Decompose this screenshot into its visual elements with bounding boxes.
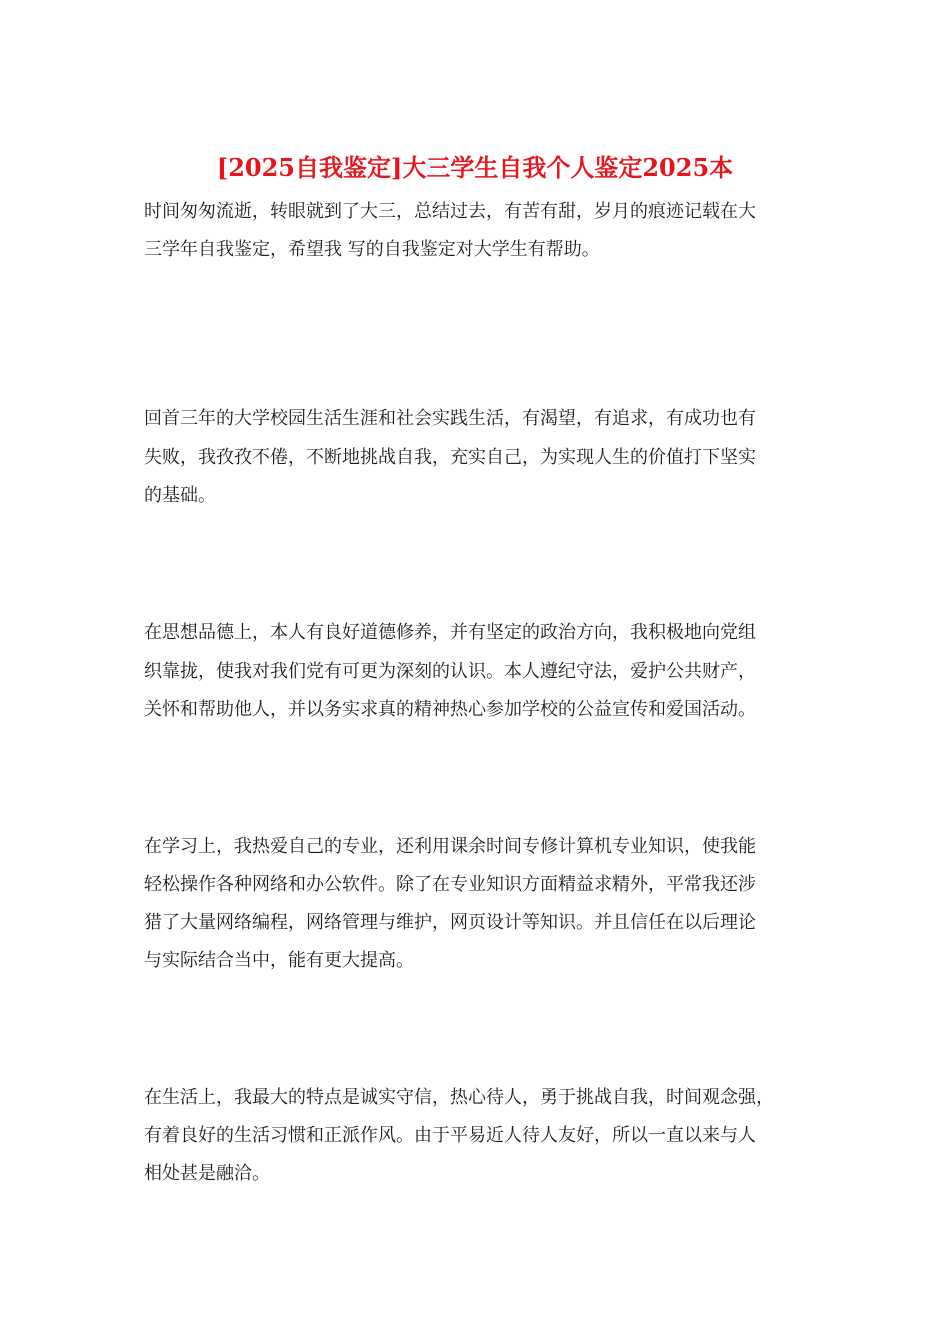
paragraph-5-line-3: 相处甚是融洽。 bbox=[144, 1163, 270, 1184]
paragraph-3-line-2: 织靠拢，使我对我们党有可更为深刻的认识。本人遵纪守法，爱护公共财产， bbox=[144, 661, 756, 682]
paragraph-4-line-4: 与实际结合当中，能有更大提高。 bbox=[144, 950, 414, 971]
paragraph-2-line-3: 的基础。 bbox=[144, 485, 216, 506]
paragraph-1-line-1: 时间匆匆流逝，转眼就到了大三，总结过去，有苦有甜，岁月的痕迹记载在大 bbox=[144, 201, 756, 222]
paragraph-3-line-3: 关怀和帮助他人，并以务实求真的精神热心参加学校的公益宣传和爱国活动。 bbox=[144, 699, 756, 720]
paragraph-2-line-1: 回首三年的大学校园生活生涯和社会实践生活，有渴望，有追求，有成功也有 bbox=[144, 408, 756, 429]
paragraph-4-line-2: 轻松操作各种网络和办公软件。除了在专业知识方面精益求精外，平常我还涉 bbox=[144, 874, 756, 895]
paragraph-3-line-1: 在思想品德上，本人有良好道德修养，并有坚定的政治方向，我积极地向党组 bbox=[144, 622, 756, 643]
paragraph-4-line-1: 在学习上，我热爱自己的专业，还利用课余时间专修计算机专业知识，使我能 bbox=[144, 836, 756, 857]
paragraph-5-line-2: 有着良好的生活习惯和正派作风。由于平易近人待人友好，所以一直以来与人 bbox=[144, 1125, 756, 1146]
paragraph-1-line-2: 三学年自我鉴定，希望我 写的自我鉴定对大学生有帮助。 bbox=[144, 239, 600, 260]
paragraph-2-line-2: 失败，我孜孜不倦，不断地挑战自我，充实自己，为实现人生的价值打下坚实 bbox=[144, 447, 756, 468]
paragraph-4-line-3: 猎了大量网络编程，网络管理与维护，网页设计等知识。并且信任在以后理论 bbox=[144, 912, 756, 933]
paragraph-5-line-1: 在生活上，我最大的特点是诚实守信，热心待人，勇于挑战自我，时间观念强， bbox=[144, 1087, 774, 1108]
document-title: [2025自我鉴定]大三学生自我个人鉴定2025本 bbox=[216, 153, 734, 182]
